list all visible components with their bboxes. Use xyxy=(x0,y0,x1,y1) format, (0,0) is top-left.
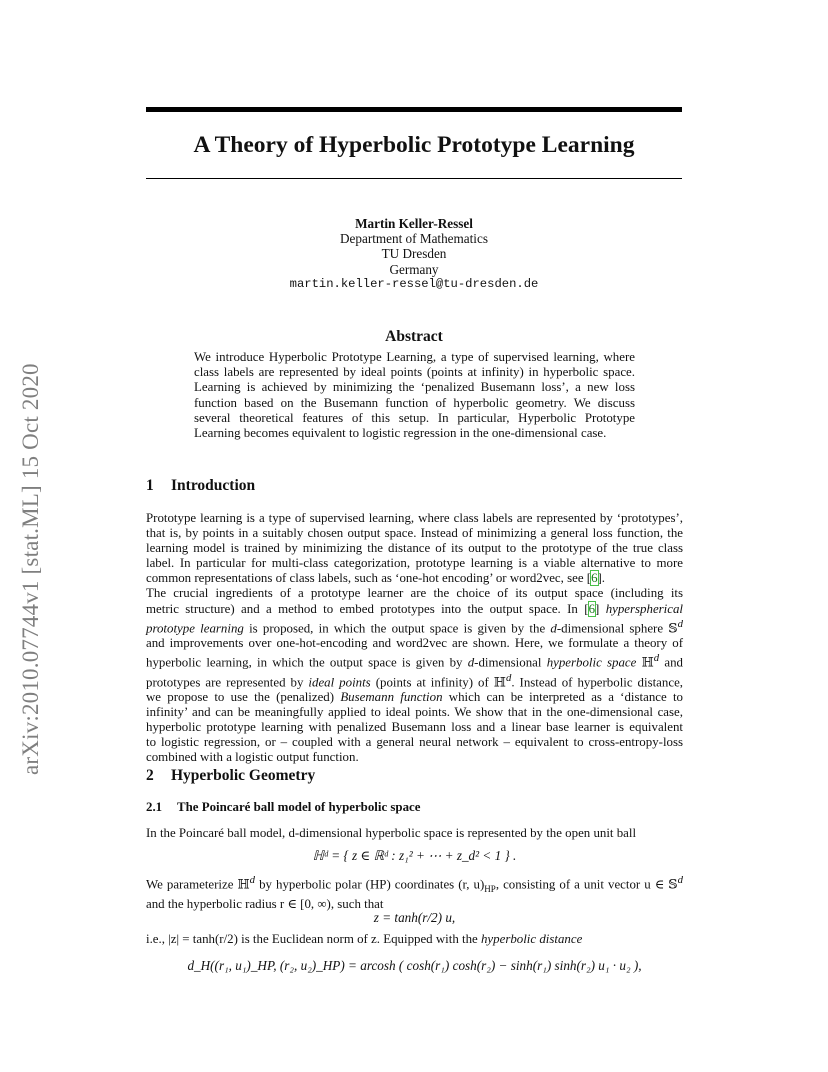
text-line: and improvements over one-hot-encoding and word2vec are shown. Here, we formulate a theory of xyxy=(146,636,683,651)
text-line: metric structure) and a method to embed prototypes into the output space. In [6] hyperspherical xyxy=(146,601,684,616)
text-line: prototype learning is proposed, in which the output space is given by the d-dimensional sphere 𝕊$^d$ xyxy=(146,617,683,635)
equation-hyperbolic-distance: d_H((r₁, u₁)_HP, (r₂, u₂)_HP) = arcosh ( cosh(r₁) cosh(r₂) − sinh(r₁) sinh(r₂) u₁ · u₂ ), xyxy=(187,958,642,973)
paper-title: A Theory of Hyperbolic Prototype Learning xyxy=(193,132,635,158)
text-line: that is, by points in a suitably chosen output space. Instead of minimizing a general loss function, the xyxy=(146,526,683,541)
abstract-line: Learning becomes equivalent to logistic regression in the one-dimensional case. xyxy=(194,426,607,441)
subsection-heading-poincare xyxy=(146,800,420,815)
abstract-line: We introduce Hyperbolic Prototype Learning, a type of supervised learning, where xyxy=(194,350,635,364)
author-department: Department of Mathematics xyxy=(340,231,488,247)
text-line: hyperbolic learning, in which the output space is given by d-dimensional hyperbolic space ℍ$^d$ and xyxy=(146,652,684,670)
text-line xyxy=(146,932,683,947)
intro-paragraph xyxy=(146,511,683,765)
text-line xyxy=(146,690,683,705)
text-line: The crucial ingredients of a prototype learner are the choice of its output space (including its xyxy=(146,586,683,601)
citation-link[interactable]: 6 xyxy=(588,601,596,616)
section-heading-geometry xyxy=(146,767,315,785)
text-span: which can be interpreted as a ‘distance to xyxy=(448,689,683,704)
text-line: prototypes are represented by ideal points (points at infinity) of ℍ$^d$. Instead of hyperbolic distance, xyxy=(146,671,684,689)
section-number: 2 xyxy=(146,767,154,784)
title-bottom-rule xyxy=(146,178,682,179)
section-number: 1 xyxy=(146,477,154,494)
text-line: We parameterize ℍ$^d$ by hyperbolic polar (HP) coordinates (r, $u)_{HP}$, consisting of a unit vector u ∈ 𝕊$^d$ xyxy=(146,874,683,894)
equation-unit-ball: ℍᵈ = { z ∈ ℝᵈ : z₁² + ⋯ + z_d² < 1 } . xyxy=(312,848,517,863)
section-title: Hyperbolic Geometry xyxy=(171,767,316,784)
text-span: -dimensional xyxy=(474,655,542,670)
citation-link[interactable]: 6 xyxy=(591,571,598,586)
emphasis: hyperbolic space xyxy=(546,655,637,670)
emphasis: prototype learning xyxy=(146,620,244,635)
poincare-param-text xyxy=(146,873,683,912)
text-span: i.e., |z| = tanh(r/2) is the Euclidean norm of z. Equipped with the xyxy=(146,932,478,946)
emphasis: Busemann function xyxy=(340,689,443,704)
text-span: -dimensional sphere xyxy=(556,620,664,635)
emphasis: hyperspherical xyxy=(605,601,684,616)
text-span: hyperbolic learning, in which the output space is given by xyxy=(146,655,463,670)
author-block xyxy=(146,216,682,292)
abstract-line: several theoretical features of this setup. In particular, Hyperbolic Prototype xyxy=(194,410,635,425)
text-span: We parameterize ℍ xyxy=(146,877,250,892)
text-line: label. In particular for multi-class categorization, prototype learning is a viable alternative to more xyxy=(146,556,683,571)
subsection-number: 2.1 xyxy=(146,800,163,814)
subsection-title: The Poincaré ball model of hyperbolic space xyxy=(177,800,421,814)
text-span: metric structure) and a method to embed prototypes into the output space. In xyxy=(146,601,578,616)
emphasis: ideal points xyxy=(308,674,371,689)
emphasis: hyperbolic distance xyxy=(480,932,583,946)
text-span: common representations of class labels, such as ‘one-hot encoding’ or word2vec, see xyxy=(146,571,584,586)
author-university: TU Dresden xyxy=(381,246,447,262)
text-span: and xyxy=(664,655,684,670)
text-line: common representations of class labels, such as ‘one-hot encoding’ or word2vec, see [6]. xyxy=(146,571,606,586)
text-line: and the hyperbolic radius r ∈ [0, ∞), such that xyxy=(146,896,384,911)
abstract-line: class labels are represented by ideal points (points at infinity) in hyperbolic space. xyxy=(194,365,635,380)
text-line: combined with a logistic output function. xyxy=(146,750,359,765)
arxiv-side-label: arXiv:2010.07744v1 [stat.ML] 15 Oct 2020 xyxy=(18,363,43,775)
abstract-body xyxy=(194,350,635,441)
poincare-norm-text xyxy=(146,932,683,947)
text-line: In the Poincaré ball model, d-dimensional hyperbolic space is represented by the open unit ball xyxy=(146,826,637,840)
title-top-rule xyxy=(146,107,682,112)
text-span: , consisting of a unit vector u ∈ 𝕊 xyxy=(495,877,678,892)
author-country: Germany xyxy=(389,261,439,277)
text-line: infinity’ and can be meaningfully applied to ideal points. We show that in the one-dimensional case, xyxy=(146,705,683,720)
abstract-line: Learning is achieved by minimizing the ‘penalized Busemann loss’, a new loss xyxy=(194,380,635,395)
text-line: Prototype learning is a type of supervised learning, where class labels are represented by ‘prototypes’, xyxy=(146,511,683,525)
text-line: hyperbolic prototype learning with penalized Busemann loss and a linear base learner is equivalent xyxy=(146,720,683,735)
section-title: Introduction xyxy=(171,477,256,494)
poincare-intro-text xyxy=(146,826,683,841)
text-span: we propose to use the (penalized) xyxy=(146,689,335,704)
text-line: to logistic regression, or – coupled with a general neural network – equivalent to cross-entropy-loss xyxy=(146,735,683,750)
author-name: Martin Keller-Ressel xyxy=(355,216,473,231)
text-span: by hyperbolic polar (HP) coordinates (r, u) xyxy=(255,877,485,892)
equation-polar: z = tanh(r/2) u, xyxy=(373,910,456,925)
abstract-heading: Abstract xyxy=(385,328,443,345)
text-span: (points at infinity) of xyxy=(375,674,489,689)
text-span: is proposed, in which the output space is given by the xyxy=(249,620,546,635)
text-span: prototypes are represented by xyxy=(146,674,304,689)
text-line: learning model is trained by minimizing the distance of its output to the prototype of the true class xyxy=(146,541,683,556)
author-email[interactable]: martin.keller-ressel@tu-dresden.de xyxy=(289,276,539,291)
section-heading-introduction xyxy=(146,477,255,495)
abstract-line: function based on the Busemann function of hyperbolic geometry. We discuss xyxy=(194,395,635,410)
text-span: . Instead of hyperbolic distance, xyxy=(511,674,684,689)
